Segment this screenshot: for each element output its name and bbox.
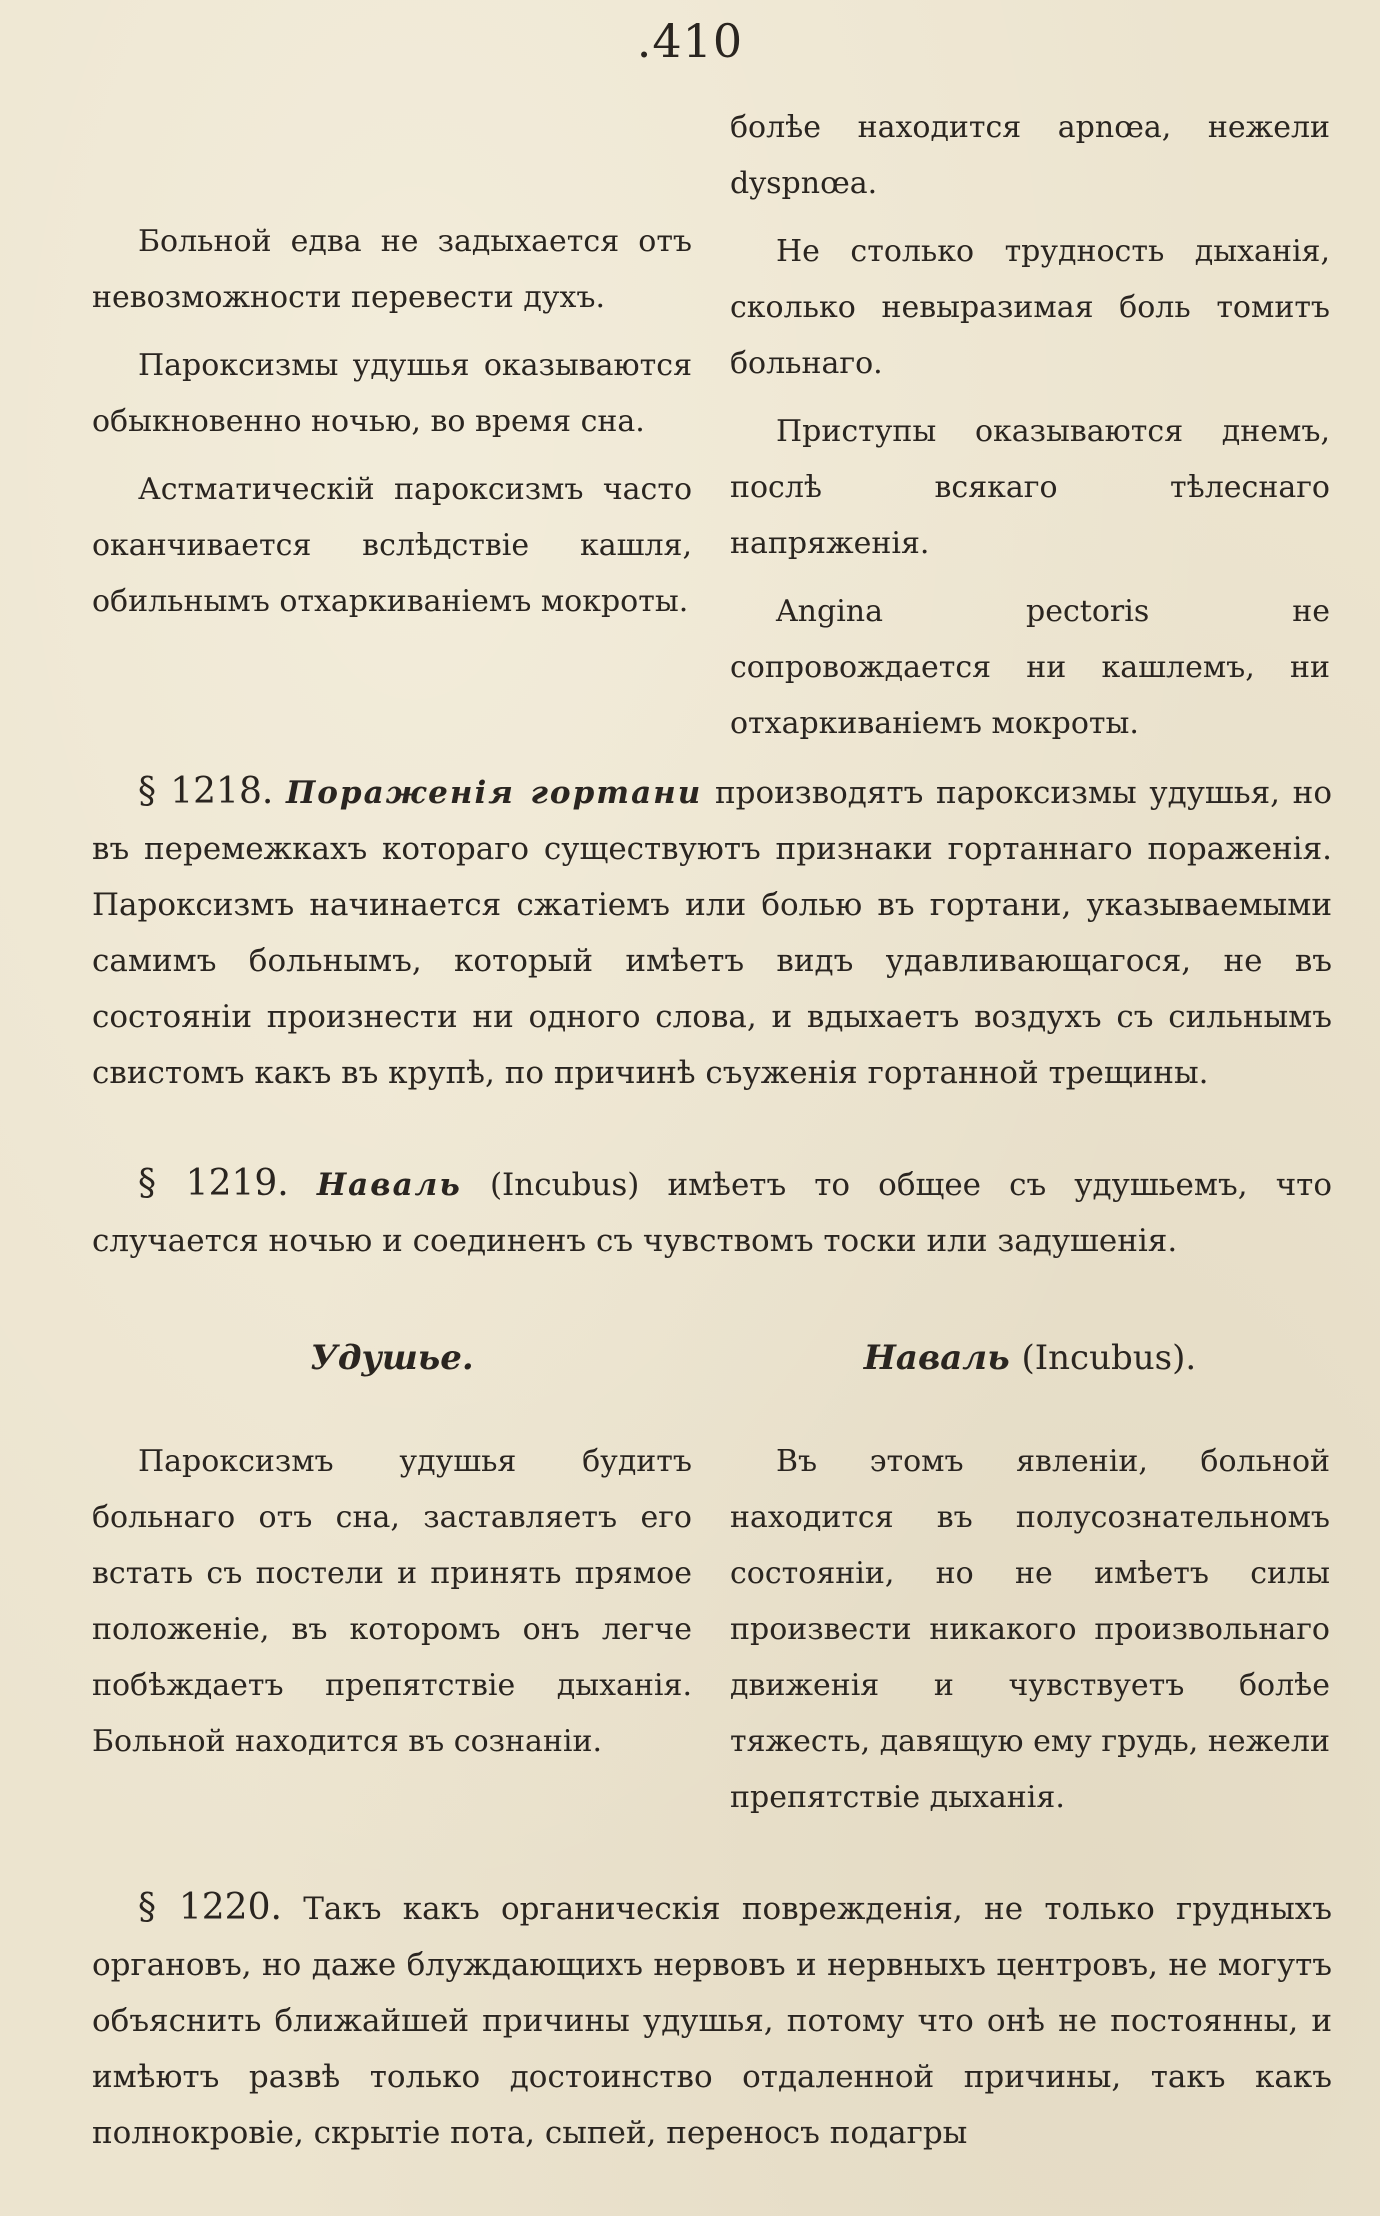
left-heading: Удушье. (310, 1338, 474, 1378)
section-1218 (92, 764, 1332, 1101)
left-paragraph: Больной едва не задыхается отъ невозможности перевести духъ. (92, 224, 692, 315)
compare-right-column (730, 1434, 1330, 1826)
right-paragraph: Не столько трудность дыханія, сколько невыразимая боль томитъ больнаго. (730, 234, 1330, 381)
compare-left-column (92, 1434, 692, 1770)
compare-left-text: Пароксизмъ удушья будитъ больнаго отъ сна, заставляетъ его встать съ постели и принять прямое положеніе, въ которомъ онъ легче побѣждаетъ препятствіе дыханія. Больной находится въ сознаніи. (92, 1444, 692, 1759)
paragraph-text: Такъ какъ органическія поврежденія, не только грудныхъ органовъ, но даже блуждающихъ нервовъ и нервныхъ центровъ, не могутъ объяснить ближайшей причины удушья, потому что онѣ не постоянны, и имѣютъ развѣ только достоинство отдаленной причины, такъ какъ полнокровіе, скрытіе пота, сыпей, переносъ подагры (92, 1891, 1332, 2151)
emphasized-term: Наваль (316, 1167, 462, 1203)
right-heading-latin: (Incubus). (1021, 1338, 1197, 1378)
right-paragraph: Приступы оказываются днемъ, послѣ всякаго тѣлеснаго напряженія. (730, 414, 1330, 561)
left-paragraph: Пароксизмы удушья оказываются обыкновенно ночью, во время сна. (92, 348, 692, 439)
section-number: § 1218. (138, 771, 274, 812)
section-number: § 1220. (138, 1887, 282, 1928)
right-paragraph: болѣе находится apnœa, нежели dyspnœa. (730, 110, 1330, 201)
section-1219 (92, 1156, 1332, 1269)
section-1220 (92, 1880, 1332, 2161)
page-number: .410 (636, 14, 744, 68)
left-paragraph: Астматическій пароксизмъ часто оканчивается вслѣдствіе кашля, обильнымъ отхаркиваніемъ мокроты. (92, 472, 692, 619)
compare-right-text: Въ этомъ явленіи, больной находится въ полусознательномъ состояніи, но не имѣетъ силы произвести никакого произвольнаго движенія и чувствуетъ болѣе тяжесть, давящую ему грудь, нежели препятствіе дыханія. (730, 1444, 1330, 1815)
emphasized-term: Пораженія гортани (285, 775, 703, 811)
section-number: § 1219. (138, 1163, 289, 1204)
right-heading-term: Наваль (863, 1338, 1010, 1378)
top-right-column (730, 100, 1330, 752)
right-paragraph: Angina pectoris не сопровождается ни кашлемъ, ни отхаркиваніемъ мокроты. (730, 594, 1330, 741)
right-heading (730, 1338, 1330, 1378)
top-left-column (92, 214, 692, 630)
paragraph-text: производятъ пароксизмы удушья, но въ перемежкахъ котораго существуютъ признаки гортаннаго пораженія. Пароксизмъ начинается сжатіемъ или болью въ гортани, указываемыми самимъ больнымъ, который имѣетъ видъ удавливающагося, не въ состояніи произнести ни одного слова, и вдыхаетъ воздухъ съ сильнымъ свистомъ какъ въ крупѣ, по причинѣ съуженія гортанной трещины. (92, 775, 1332, 1091)
paragraph-text: (Incubus) имѣетъ то общее съ удушьемъ, что случается ночью и соединенъ съ чувствомъ тоски или задушенія. (92, 1167, 1332, 1259)
